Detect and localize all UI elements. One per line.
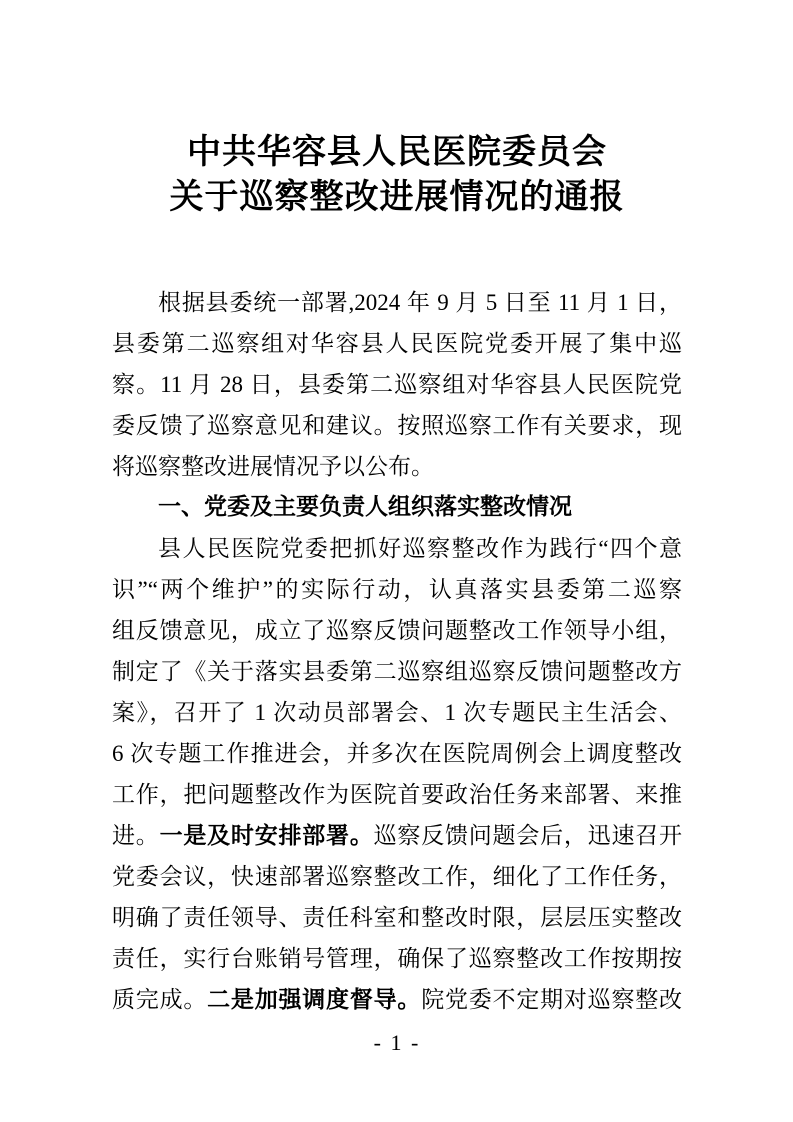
paragraph-line bbox=[112, 979, 682, 1020]
paragraph-line bbox=[112, 815, 682, 856]
document-title bbox=[112, 0, 682, 220]
text-segment: 案》，召开了 1 次动员部署会、1 次专题民主生活会、 bbox=[112, 700, 682, 725]
paragraph-line bbox=[112, 733, 682, 774]
title-line-2: 关于巡察整改进展情况的通报 bbox=[169, 179, 625, 216]
paragraph-line bbox=[112, 528, 682, 569]
paragraph-line bbox=[112, 610, 682, 651]
paragraph-line: 县委第二巡察组对华容县人民医院党委开展了集中巡 bbox=[112, 331, 682, 356]
section-heading-1: 一、党委及主要负责人组织落实整改情况 bbox=[158, 494, 572, 520]
text-segment: 党委会议，快速部署巡察整改工作，细化了工作任务， bbox=[112, 864, 682, 889]
paragraph-line bbox=[112, 569, 682, 610]
text-segment: 6 次专题工作推进会，并多次在医院周例会上调度整改 bbox=[112, 741, 682, 766]
paragraph-intro bbox=[112, 282, 682, 487]
emphasis-segment: 一是及时安排部署。 bbox=[159, 823, 374, 848]
page-number: - 1 - bbox=[373, 1030, 421, 1055]
paragraph-line bbox=[112, 897, 682, 938]
text-segment: 工作，把问题整改作为医院首要政治任务来部署、来推 bbox=[112, 782, 682, 807]
text-segment: 进。 bbox=[112, 823, 160, 848]
paragraph-line: 察。11 月 28 日，县委第二巡察组对华容县人民医院党 bbox=[112, 372, 682, 397]
text-segment: 县人民医院党委把抓好巡察整改作为践行“四个意 bbox=[158, 536, 682, 561]
paragraph-line bbox=[112, 856, 682, 897]
document-body bbox=[112, 282, 682, 1020]
text-segment: 明确了责任领导、责任科室和整改时限，层层压实整改 bbox=[112, 905, 682, 930]
paragraph-line: 根据县委统一部署,2024 年 9 月 5 日至 11 月 1 日， bbox=[158, 290, 682, 315]
paragraph-line bbox=[112, 651, 682, 692]
text-segment: 责任，实行台账销号管理，确保了巡察整改工作按期按 bbox=[112, 946, 682, 971]
paragraph-line: 委反馈了巡察意见和建议。按照巡察工作有关要求，现 bbox=[112, 413, 682, 438]
title-line-1: 中共华容县人民医院委员会 bbox=[187, 134, 607, 171]
text-segment: 质完成。 bbox=[112, 987, 208, 1012]
paragraph-line bbox=[112, 692, 682, 733]
text-segment: 识”“两个维护”的实际行动，认真落实县委第二巡察 bbox=[112, 577, 682, 602]
text-segment: 制定了《关于落实县委第二巡察组巡察反馈问题整改方 bbox=[112, 659, 682, 684]
paragraph-line bbox=[112, 774, 682, 815]
text-segment: 巡察反馈问题会后，迅速召开 bbox=[373, 823, 683, 848]
paragraph-section-1 bbox=[112, 528, 682, 1020]
paragraph-line: 将巡察整改进展情况予以公布。 bbox=[112, 454, 434, 479]
emphasis-segment: 二是加强调度督导。 bbox=[207, 987, 422, 1012]
text-segment: 院党委不定期对巡察整改 bbox=[421, 987, 683, 1012]
text-segment: 组反馈意见，成立了巡察反馈问题整改工作领导小组， bbox=[112, 618, 682, 643]
paragraph-line bbox=[112, 938, 682, 979]
